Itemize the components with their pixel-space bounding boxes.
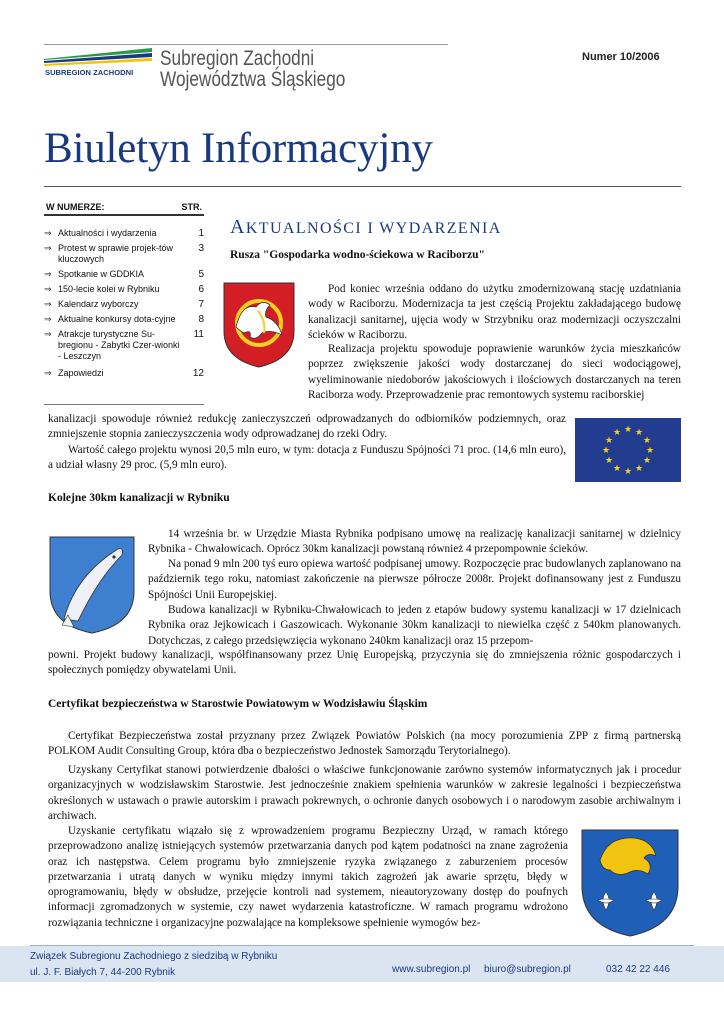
org-name [160,48,345,90]
toc-item-page: 7 [198,299,204,310]
toc-item-page: 6 [198,284,204,295]
footer-web-link[interactable]: www.subregion.pl [392,964,471,975]
raciborz-coat-of-arms [222,281,296,369]
svg-text:★: ★ [645,446,655,456]
toc-item[interactable] [44,314,204,325]
toc-item[interactable] [44,299,204,310]
toc-item-label: Kalendarz wyborczy [58,299,139,309]
svg-text:★: ★ [623,467,633,477]
toc-item-page: 1 [198,228,204,239]
article-heading: Certyfikat bezpieczeństwa w Starostwie Powiatowym w Wodzisławiu Śląskim [48,698,428,710]
top-rule [44,44,448,45]
toc-item-page: 12 [192,368,204,379]
eu-flag [575,418,681,482]
issue-number: Numer 10/2006 [582,51,660,63]
section-title: AKTUALNOŚCI I WYDARZENIA [230,216,502,238]
article-paragraph: Wartość całego projektu wynosi 20,5 mln euro, w tym: dotacja z Funduszu Spójności 71 proc. (14,6 mln euro), a udział własny 29 proc. (5,9 mln euro). [48,444,566,472]
svg-text:★: ★ [604,436,614,446]
svg-text:★: ★ [601,446,611,456]
toc-item[interactable] [44,284,204,295]
toc-item-label: Atrakcje turystyczne Su-bregionu - Zabytki Czer-wionki - Leszczyn [58,329,180,361]
toc-heading: W NUMERZE: [46,202,105,212]
footer-email-link[interactable]: biuro@subregion.pl [484,964,571,975]
subregion-logo [44,48,152,76]
arrow-icon: ⇒ [44,299,52,309]
svg-text:★: ★ [612,428,622,438]
toc-item[interactable] [44,243,204,265]
arrow-icon: ⇒ [44,243,52,253]
footer-org: Związek Subregionu Zachodniego z siedzibą w Rybniku [30,951,278,962]
footer-phone: 032 42 22 446 [606,964,670,975]
article-heading: Kolejne 30km kanalizacji w Rybniku [48,492,230,504]
logo-text: SUBREGION ZACHODNI [45,68,134,76]
article-paragraph: Na ponad 9 mln 200 tyś euro opiewa wartość podpisanej umowy. Rozpoczęcie prac budowlanych zaplanowano na październik tego roku, natomiast zakończenie na pierwsze półrocze 2008r. Projekt dofinansowany jest z Funduszu Spójności Unii Europejskiej. [148,558,681,601]
arrow-icon: ⇒ [44,284,52,294]
org-name-line1: Subregion Zachodni [160,47,315,70]
org-name-line2: Województwa Śląskiego [160,68,346,91]
toc-item-page: 3 [198,243,204,254]
article-paragraph: Realizacja projektu spowoduje poprawienie warunków życia mieszkańców poprzez zwiększenie jakości wody dostarczanej do sieci wodociągowej, wyeliminowanie niedoborów jakościowych i ilościowych dostarczanych na teren Raciborza wody. Przeprowadzenie prac remontowych systemu raciborskiej [308,343,681,401]
footer-address: ul. J. F. Białych 7, 44-200 Rybnik [30,967,176,978]
toc-item[interactable] [44,329,204,362]
toc-item[interactable] [44,269,204,280]
toc-item-label: 150-lecie kolei w Rybniku [58,284,160,294]
svg-text:★: ★ [642,436,652,446]
arrow-icon: ⇒ [44,329,52,339]
toc-item-page: 11 [193,329,204,340]
toc-item-label: Aktualności i wydarzenia [58,228,157,238]
wodzislaw-coat-of-arms [578,826,682,938]
arrow-icon: ⇒ [44,368,52,378]
svg-text:★: ★ [634,464,644,474]
page-title: Biuletyn Informacyjny [44,125,433,172]
toc-item-label: Aktualne konkursy dota-cyjne [58,314,176,324]
toc-item-label: Protest w sprawie projek-tów kluczowych [58,243,174,264]
toc-item-label: Zapowiedzi [58,368,104,378]
svg-text:★: ★ [642,456,652,466]
article-paragraph: Uzyskanie certyfikatu wiązało się z wprowadzeniem programu Bezpieczny Urząd, w ramach którego przeprowadzono analizę istniejących systemów przetwarzania danych pod kątem podatności na znane zagrożenia oraz ich następstwa. Celem programu było zmniejszenie ryzyka związanego z zaburzeniem procesów przetwarzania i utratą danych w wyniku między innymi takich zagrożeń jak awarie sprzętu, błędy w oprogramowaniu, błędy w obsłudze, przejęcie kontroli nad systemem, nieautoryzowany dostęp do poufnych informacji zgromadzonych w systemie, czy nawet wydarzenia katastroficzne. W ramach programu wdrożono rozwiązania techniczne i organizacyjne pozwalające na kompleksowe spełnienie wymogów bez- [48,825,568,929]
toc-page-heading: STR. [181,202,202,212]
svg-text:★: ★ [634,428,644,438]
toc-header [44,202,204,216]
article-paragraph: Uzyskany Certyfikat stanowi potwierdzenie dbałości o właściwe funkcjonowanie zarówno systemów informatycznych jak i procedur organizacyjnych w wodzisławskim Starostwie. Jest jednocześnie znakiem spełnienia warunków w zakresie legalności i bezpieczeństwa określonych w ustawach o prawie autorskim i prawach pokrewnych, o ochronie danych osobowych i o narodowym zasobie archiwalnym i archiwach. [48,764,681,822]
toc-item[interactable] [44,228,204,239]
svg-text:★: ★ [612,464,622,474]
toc-item-page: 8 [198,314,204,325]
article-paragraph: kanalizacji spowoduje również redukcję zanieczyszczeń odprowadzanych do odbiorników podziemnych, oraz zmniejszenie stopnia zanieczyszczenia wody odprowadzanej do rzeki Odry. [48,413,566,441]
article-paragraph: powni. Projekt budowy kanalizacji, współfinansowany przez Unię Europejską, przyczynia się do zmniejszenia różnic gospodarczych i społecznych pomiędzy obywatelami Unii. [48,649,681,677]
arrow-icon: ⇒ [44,228,52,238]
article-paragraph: Pod koniec września oddano do użytku zmodernizowaną stację uzdatniania wody w Raciborzu. Modernizacja ta jest częścią Projektu zakładającego budowę kanalizacji sanitarnej, ujęcia wody w Strzybniku oraz modernizacji oczyszczalni ścieków w Raciborzu. [308,283,681,341]
toc-item[interactable] [44,368,204,379]
rybnik-coat-of-arms [48,535,136,635]
toc-item-label: Spotkanie w GDDKIA [58,269,145,279]
toc-bottom-rule [44,404,204,405]
article-paragraph: Budowa kanalizacji w Rybniku-Chwałowicach to jeden z etapów budowy systemu kanalizacji w 17 dzielnicach Rybnika oraz Jejkowicach i Gaszowicach. Wykonanie 30km kanalizacji to niewielka część z 540km planowanych. Dotychczas, z całego przedsięwzięcia wykonano 240km kanalizacji oraz 15 przepom- [148,604,681,647]
article-paragraph: 14 września br. w Urzędzie Miasta Rybnika podpisano umowę na realizację kanalizacji sanitarnej w dzielnicy Rybnika - Chwałowicach. Oprócz 30km kanalizacji powstaną również 4 przepompownie ścieków. [148,528,681,556]
toc-item-page: 5 [198,269,204,280]
arrow-icon: ⇒ [44,269,52,279]
arrow-icon: ⇒ [44,314,52,324]
table-of-contents [44,202,204,379]
article-heading: Rusza "Gospodarka wodno-ściekowa w Raciborzu" [230,249,485,261]
title-rule [44,186,681,187]
svg-text:★: ★ [604,456,614,466]
article-paragraph: Certyfikat Bezpieczeństwa został przyznany przez Związek Powiatów Polskich (na mocy porozumienia ZPP z firmą partnerską POLKOM Audit Consulting Group, która dba o bezpieczeństwo Jednostek Samorządu Terytorialnego). [48,730,681,758]
svg-text:★: ★ [623,425,633,435]
